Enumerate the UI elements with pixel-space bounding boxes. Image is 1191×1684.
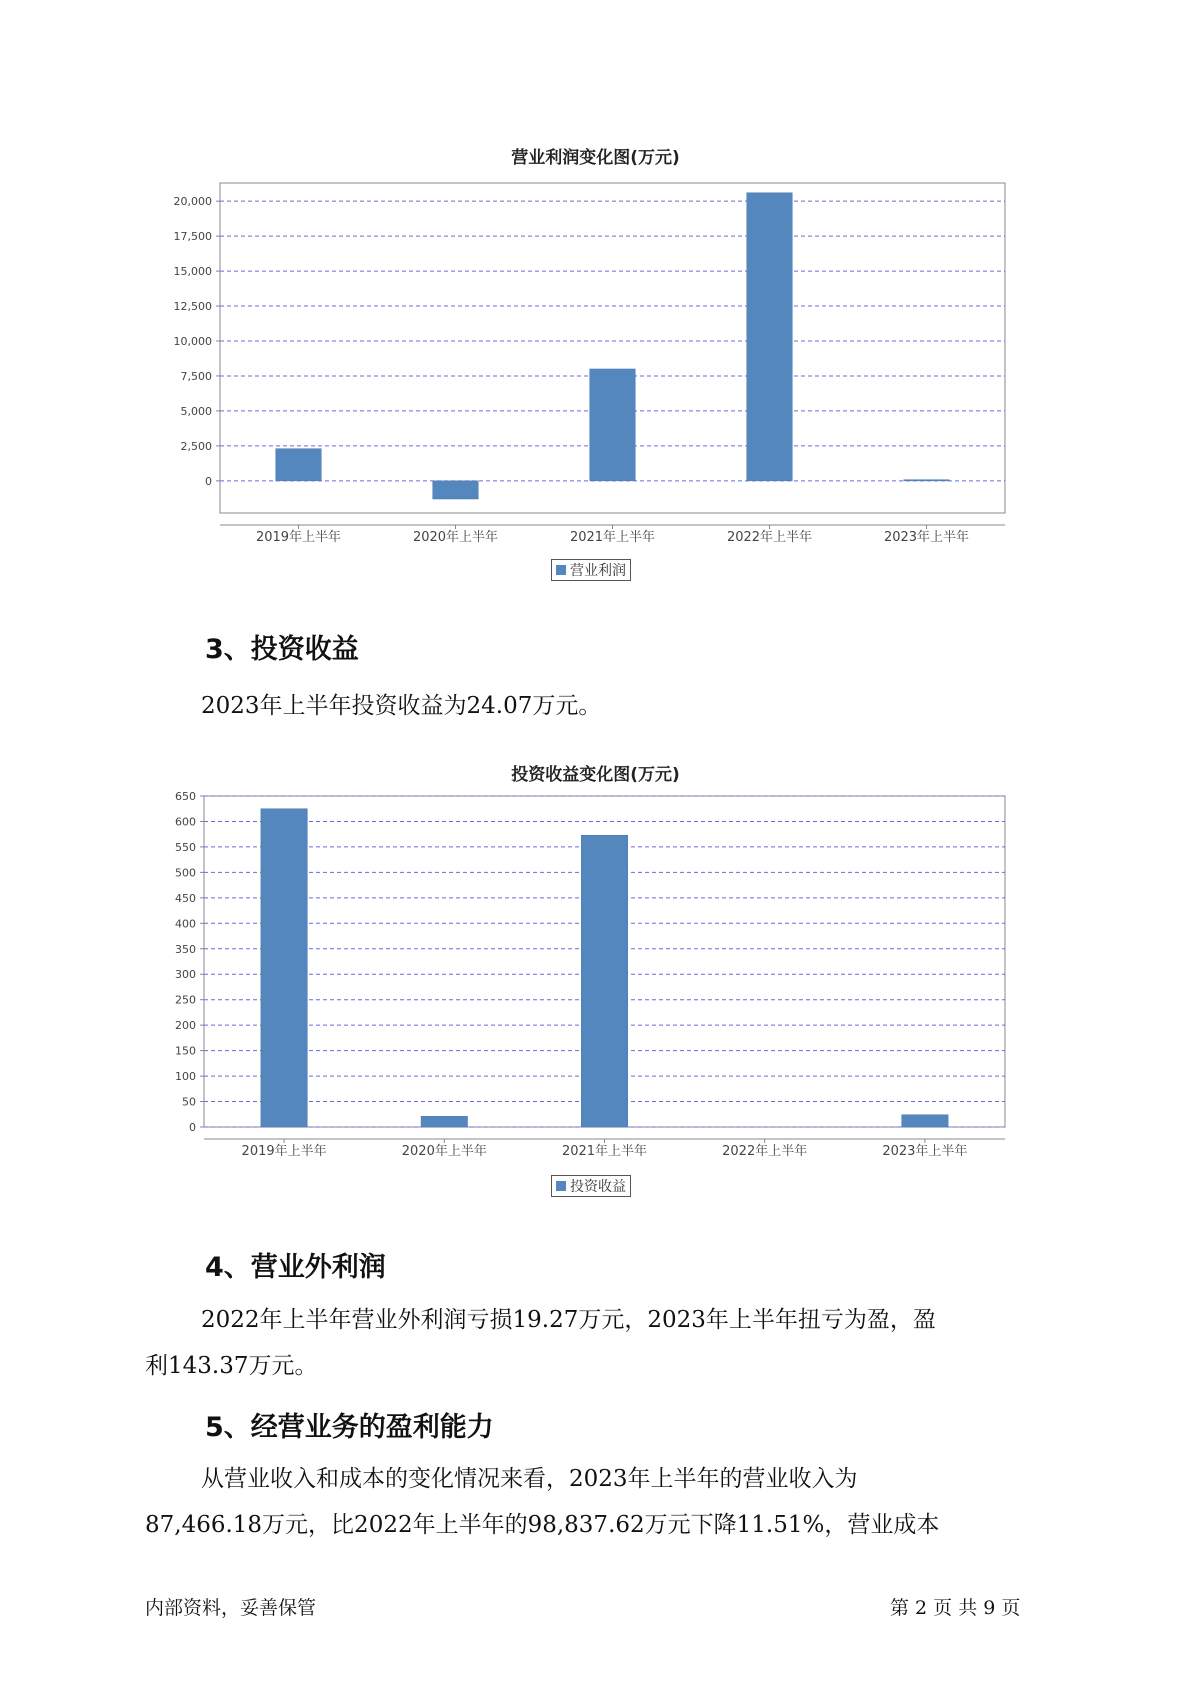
chart2-bar: [421, 1116, 467, 1127]
chart2-ytick-label: 50: [182, 1095, 196, 1109]
chart1-legend-label: 营业利润: [570, 563, 626, 579]
section4-line-2: 利143.37万元。: [145, 1353, 318, 1379]
chart2-ytick-label: 300: [175, 968, 196, 982]
footer-confidential: 内部资料，妥善保管: [145, 1597, 317, 1619]
chart1-ytick-label: 5,000: [180, 404, 212, 418]
section5-line-2: 87,466.18万元，比2022年上半年的98,837.62万元下降11.51%，营业成本: [145, 1512, 940, 1538]
section5-line-1: 从营业收入和成本的变化情况来看，2023年上半年的营业收入为: [201, 1466, 858, 1492]
chart2-bar: [581, 835, 627, 1127]
section3-heading: 3、投资收益: [205, 634, 359, 665]
chart2-xtick-label: 2019年上半年: [241, 1144, 327, 1159]
chart2-xtick-label: 2021年上半年: [561, 1144, 648, 1159]
chart1-ytick-label: 20,000: [173, 195, 212, 209]
legend-swatch: [556, 1181, 566, 1191]
section4-heading: 4、营业外利润: [205, 1252, 386, 1283]
chart1-xtick-label: 2019年上半年: [255, 530, 342, 545]
chart2-xtick-label: 2020年上半年: [401, 1144, 487, 1159]
chart2-ytick-label: 400: [175, 917, 196, 931]
chart2-legend: [551, 1175, 631, 1197]
section3-line-1: 2023年上半年投资收益为24.07万元。: [201, 693, 602, 719]
chart2-ytick-label: 150: [175, 1044, 196, 1058]
chart2-ytick-label: 450: [175, 891, 196, 905]
chart2-title: 投资收益变化图(万元): [511, 765, 680, 785]
chart1-xtick-label: 2023年上半年: [883, 530, 970, 545]
chart2-ytick-label: 600: [175, 815, 196, 829]
footer-page-number: 第 2 页 共 9 页: [890, 1597, 1021, 1619]
chart2-ytick-label: 350: [175, 942, 196, 956]
chart1-ytick-label: 12,500: [173, 300, 212, 314]
section4-line-1: 2022年上半年营业外利润亏损19.27万元，2023年上半年扭亏为盈，盈: [201, 1307, 936, 1333]
chart2-ytick-label: 200: [175, 1019, 196, 1033]
chart2-ytick-label: 500: [175, 866, 196, 880]
chart2-legend-label: 投资收益: [570, 1179, 626, 1195]
chart1-xtick-label: 2020年上半年: [412, 530, 499, 545]
chart1-xtick-label: 2022年上半年: [726, 530, 813, 545]
chart2-ytick-label: 650: [175, 790, 196, 803]
chart2-ytick-label: 250: [175, 993, 196, 1007]
chart2-bar: [902, 1115, 948, 1127]
chart2-ytick-label: 550: [175, 840, 196, 854]
chart2-ytick-label: 0: [189, 1121, 196, 1134]
section5-heading: 5、经营业务的盈利能力: [205, 1412, 494, 1443]
chart2-bar: [261, 809, 307, 1127]
chart2-ytick-label: 100: [175, 1070, 196, 1084]
chart1-ytick-label: 15,000: [173, 265, 212, 279]
chart1-ytick-label: 10,000: [173, 335, 212, 349]
chart1-title: 营业利润变化图(万元): [511, 148, 680, 168]
chart1-ytick-label: 7,500: [180, 369, 212, 383]
chart1-ytick-label: 17,500: [173, 230, 212, 244]
chart2-xtick-label: 2022年上半年: [722, 1144, 808, 1159]
chart1-ytick-label: 2,500: [180, 439, 212, 453]
chart2-xtick-label: 2023年上半年: [882, 1144, 968, 1159]
chart1-ytick-label: 0: [205, 474, 212, 488]
chart1-xtick-label: 2021年上半年: [569, 530, 656, 545]
